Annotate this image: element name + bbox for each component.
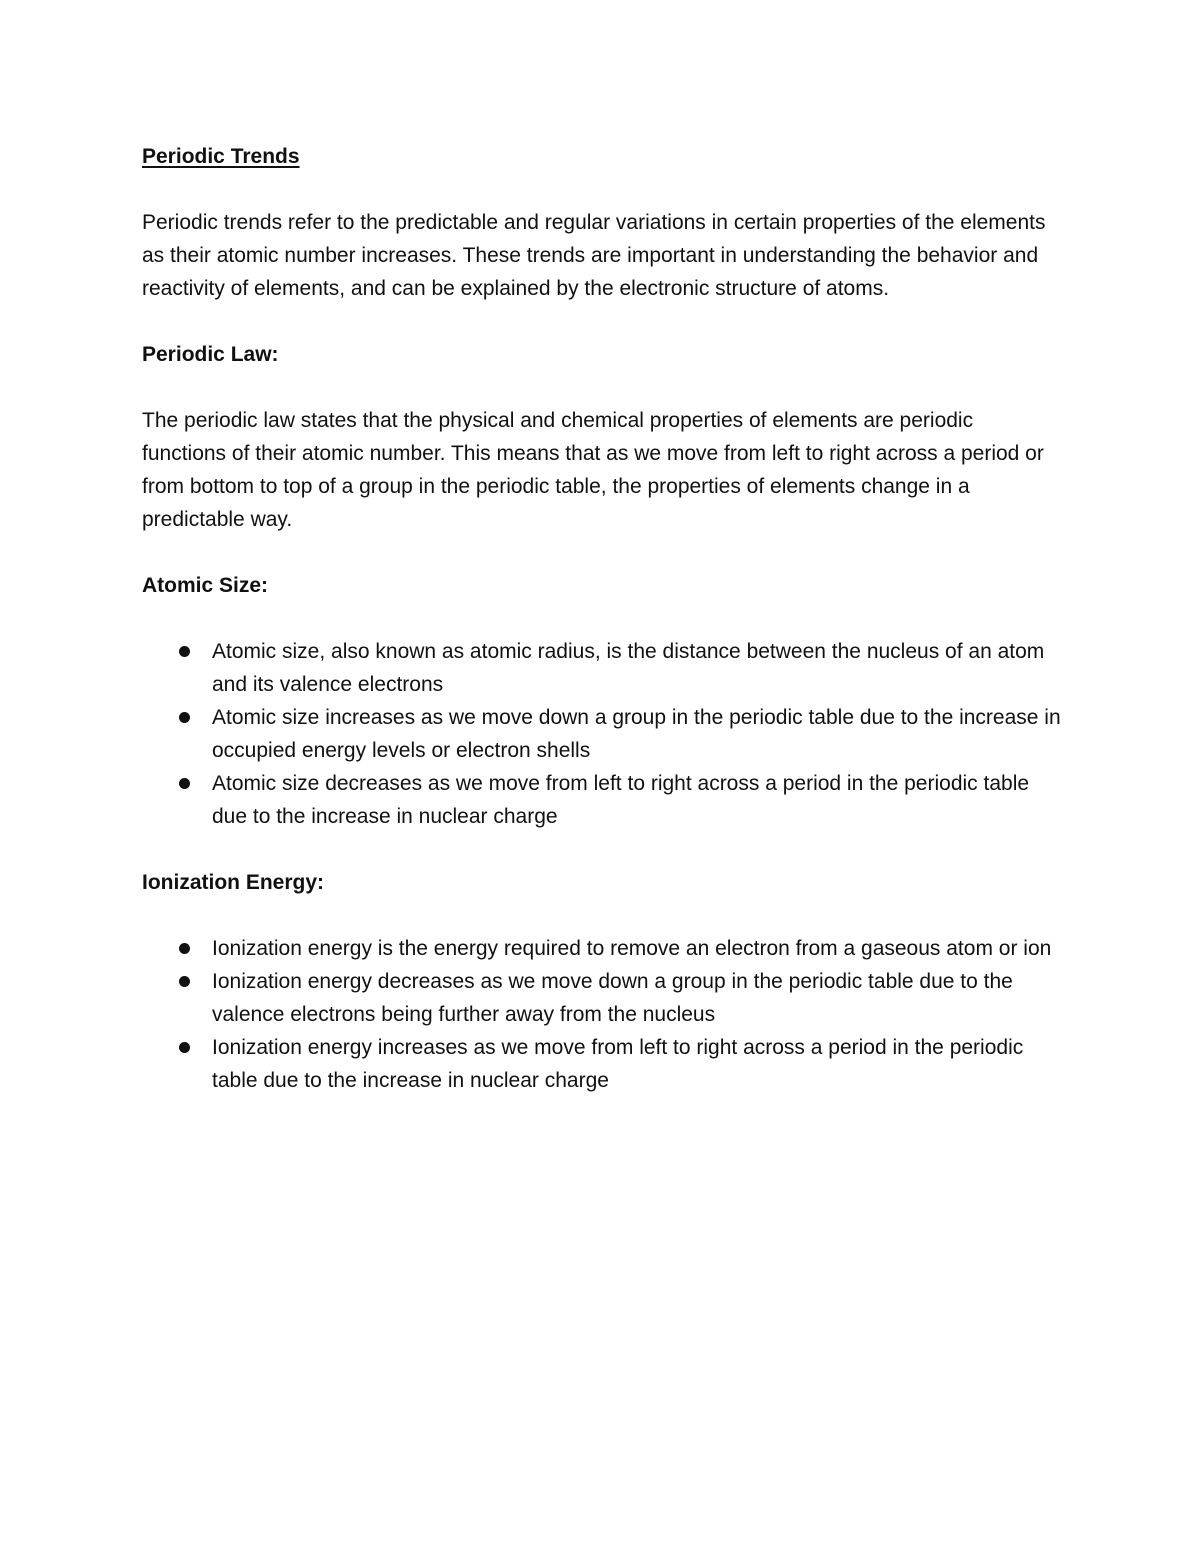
list-item-text: Ionization energy decreases as we move down a group in the periodic table due to the valence electrons being further away from the nucleus bbox=[212, 970, 1013, 1026]
bullet-icon bbox=[179, 1042, 190, 1053]
bullet-icon bbox=[179, 976, 190, 987]
list-item bbox=[142, 965, 1062, 1031]
list-item bbox=[142, 701, 1062, 767]
atomic-size-list bbox=[142, 635, 1062, 833]
ionization-energy-list bbox=[142, 932, 1062, 1097]
list-item-text: Ionization energy increases as we move from left to right across a period in the periodic table due to the increase in nuclear charge bbox=[212, 1036, 1024, 1092]
list-item bbox=[142, 635, 1062, 701]
bullet-icon bbox=[179, 646, 190, 657]
list-item bbox=[142, 767, 1062, 833]
list-item-text: Atomic size increases as we move down a group in the periodic table due to the increase in occupied energy levels or electron shells bbox=[212, 706, 1061, 762]
list-item-text: Ionization energy is the energy required to remove an electron from a gaseous atom or ion bbox=[212, 937, 1052, 960]
bullet-icon bbox=[179, 778, 190, 789]
section-heading-atomic-size: Atomic Size: bbox=[142, 574, 269, 597]
list-item bbox=[142, 1031, 1062, 1097]
list-item-text: Atomic size decreases as we move from left to right across a period in the periodic table due to the increase in nuclear charge bbox=[212, 772, 1030, 828]
document-title: Periodic Trends bbox=[142, 145, 300, 168]
document-page bbox=[142, 140, 1062, 1097]
list-item-text: Atomic size, also known as atomic radius, is the distance between the nucleus of an atom and its valence electrons bbox=[212, 640, 1045, 696]
section-heading-periodic-law: Periodic Law: bbox=[142, 343, 279, 366]
list-item bbox=[142, 932, 1062, 965]
section-heading-ionization-energy: Ionization Energy: bbox=[142, 871, 325, 894]
bullet-icon bbox=[179, 943, 190, 954]
intro-paragraph: Periodic trends refer to the predictable and regular variations in certain properties of the elements as their atomic number increases. These trends are important in understanding the behavior and reactivity of elements, and can be explained by the electronic structure of atoms. bbox=[142, 211, 1046, 300]
periodic-law-paragraph: The periodic law states that the physical and chemical properties of elements are periodic functions of their atomic number. This means that as we move from left to right across a period or from bottom to top of a group in the periodic table, the properties of elements change in a predictable way. bbox=[142, 409, 1044, 531]
bullet-icon bbox=[179, 712, 190, 723]
